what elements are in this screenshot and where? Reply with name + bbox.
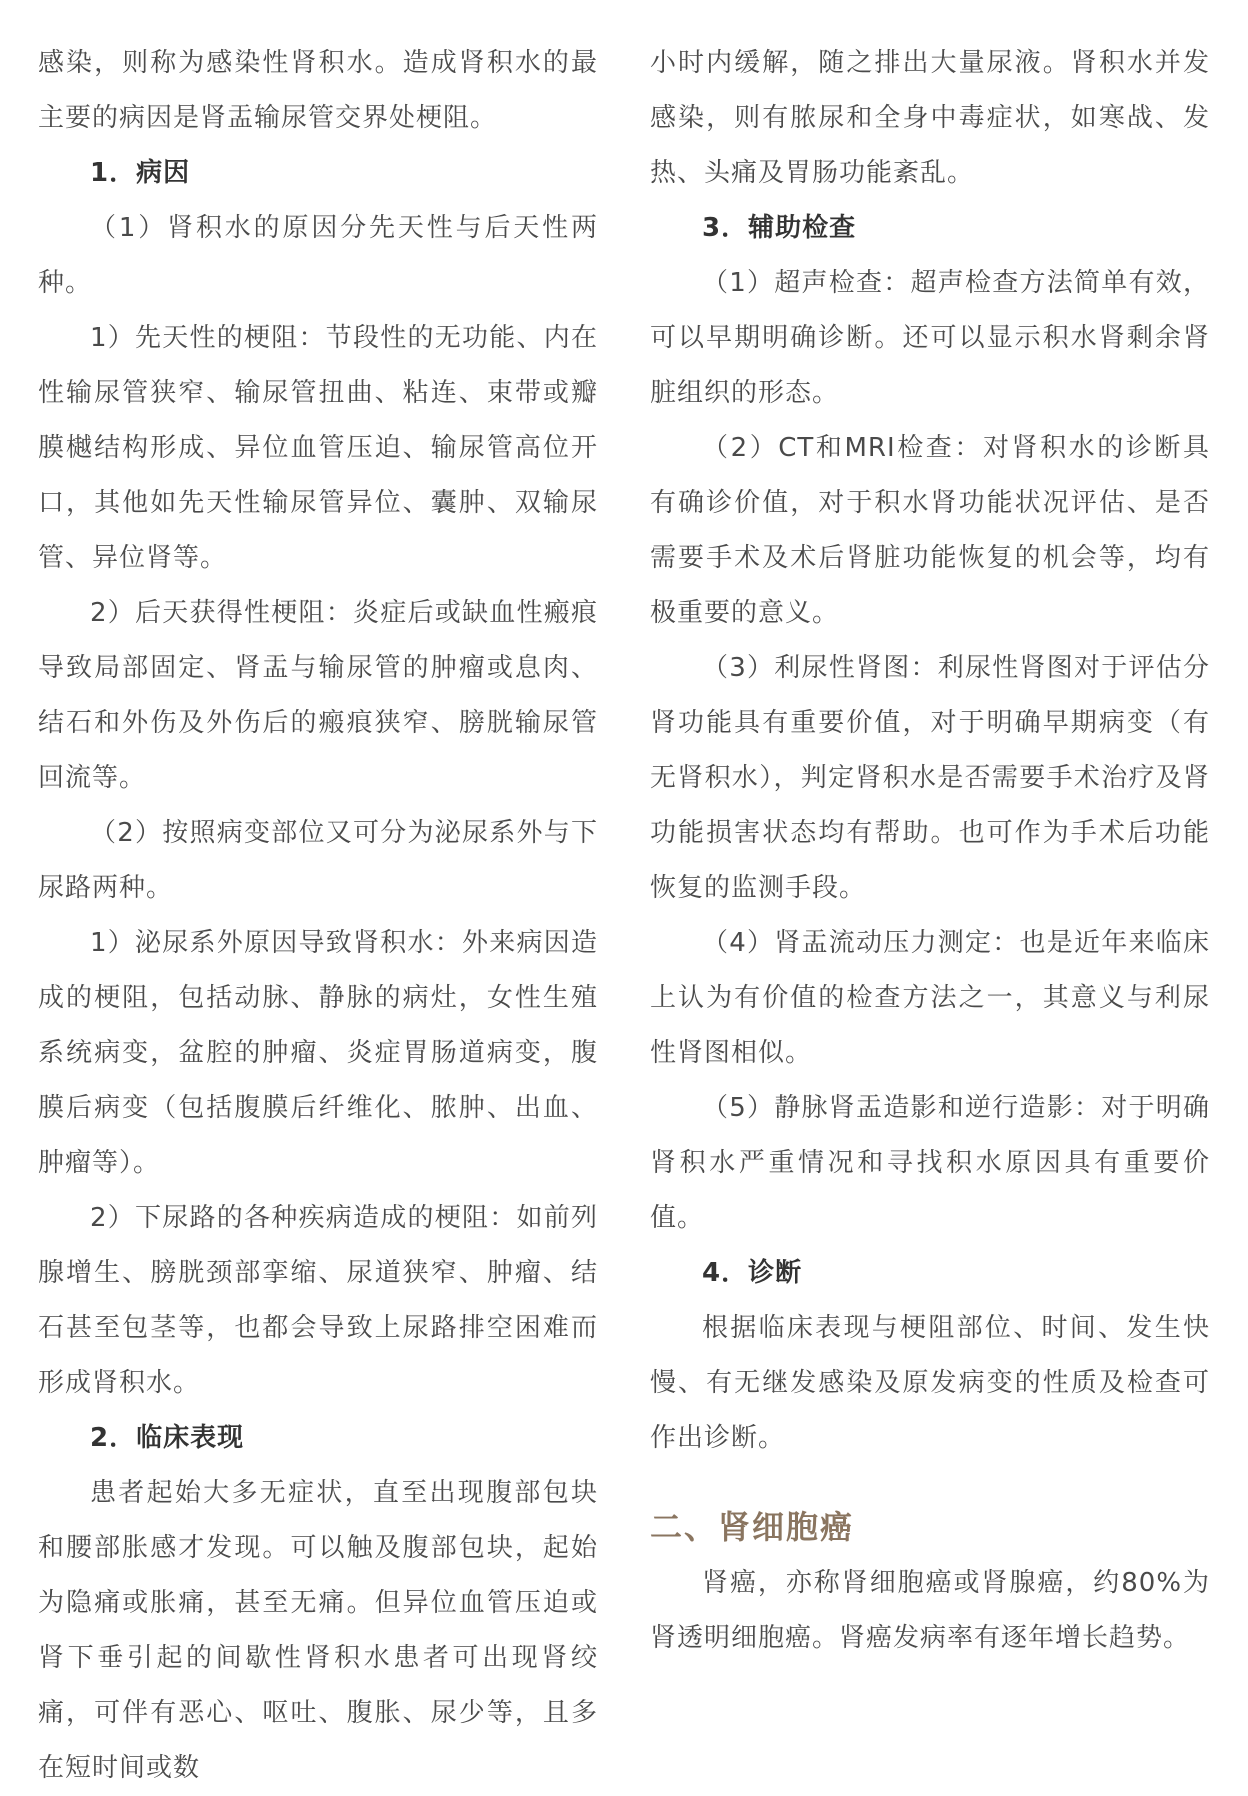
paragraph-renogram: （3）利尿性肾图：利尿性肾图对于评估分肾功能具有重要价值，对于明确早期病变（有无肾积水），判定肾积水是否需要手术治疗及肾功能损害状态均有帮助。也可作为手术后功能恢复的监测手段。 <box>650 653 1210 903</box>
paragraph-etiology-1: （1）肾积水的原因分先天性与后天性两种。 <box>38 213 598 298</box>
left-column <box>38 36 598 1796</box>
heading-diagnosis: 4．诊断 <box>702 1258 803 1288</box>
paragraph-clinical-cont: 小时内缓解，随之排出大量尿液。肾积水并发感染，则有脓尿和全身中毒症状，如寒战、发热、头痛及胃肠功能紊乱。 <box>650 48 1210 188</box>
right-column <box>650 36 1210 1666</box>
paragraph-extra-urinary: 1）泌尿系外原因导致肾积水：外来病因造成的梗阻，包括动脉、静脉的病灶，女性生殖系统病变，盆腔的肿瘤、炎症胃肠道病变，腹膜后病变（包括腹膜后纤维化、脓肿、出血、肿瘤等）。 <box>38 928 598 1178</box>
heading-clinical: 2．临床表现 <box>90 1423 245 1453</box>
paragraph-acquired-obstruction: 2）后天获得性梗阻：炎症后或缺血性瘢痕导致局部固定、肾盂与输尿管的肿瘤或息肉、结石和外伤及外伤后的瘢痕狭窄、膀胱输尿管回流等。 <box>38 598 598 793</box>
section-title-rcc: 二、肾细胞癌 <box>650 1508 855 1546</box>
heading-exams: 3．辅助检查 <box>702 213 857 243</box>
paragraph-lower-urinary: 2）下尿路的各种疾病造成的梗阻：如前列腺增生、膀胱颈部挛缩、尿道狭窄、肿瘤、结石甚至包茎等，也都会导致上尿路排空困难而形成肾积水。 <box>38 1203 598 1398</box>
paragraph-intro: 感染，则称为感染性肾积水。造成肾积水的最主要的病因是肾盂输尿管交界处梗阻。 <box>38 48 598 133</box>
heading-etiology: 1．病因 <box>90 158 191 188</box>
paragraph-ct-mri: （2）CT和MRI检查：对肾积水的诊断具有确诊价值，对于积水肾功能状况评估、是否需要手术及术后肾脏功能恢复的机会等，均有极重要的意义。 <box>650 433 1210 628</box>
paragraph-pyelography: （5）静脉肾盂造影和逆行造影：对于明确肾积水严重情况和寻找积水原因具有重要价值。 <box>650 1093 1210 1233</box>
paragraph-etiology-2: （2）按照病变部位又可分为泌尿系外与下尿路两种。 <box>38 818 598 903</box>
paragraph-diagnosis: 根据临床表现与梗阻部位、时间、发生快慢、有无继发感染及原发病变的性质及检查可作出诊断。 <box>650 1313 1210 1453</box>
paragraph-clinical: 患者起始大多无症状，直至出现腹部包块和腰部胀感才发现。可以触及腹部包块，起始为隐痛或胀痛，甚至无痛。但异位血管压迫或肾下垂引起的间歇性肾积水患者可出现肾绞痛，可伴有恶心、呕吐、腹胀、尿少等，且多在短时间或数 <box>38 1478 598 1783</box>
paragraph-congenital-obstruction: 1）先天性的梗阻：节段性的无功能、内在性输尿管狭窄、输尿管扭曲、粘连、束带或瓣膜樾结构形成、异位血管压迫、输尿管高位开口，其他如先天性输尿管异位、囊肿、双输尿管、异位肾等。 <box>38 323 598 573</box>
paragraph-pressure-test: （4）肾盂流动压力测定：也是近年来临床上认为有价值的检查方法之一，其意义与利尿性肾图相似。 <box>650 928 1210 1068</box>
paragraph-ultrasound: （1）超声检查：超声检查方法简单有效，可以早期明确诊断。还可以显示积水肾剩余肾脏组织的形态。 <box>650 268 1210 408</box>
paragraph-rcc: 肾癌，亦称肾细胞癌或肾腺癌，约80%为肾透明细胞癌。肾癌发病率有逐年增长趋势。 <box>650 1568 1210 1653</box>
